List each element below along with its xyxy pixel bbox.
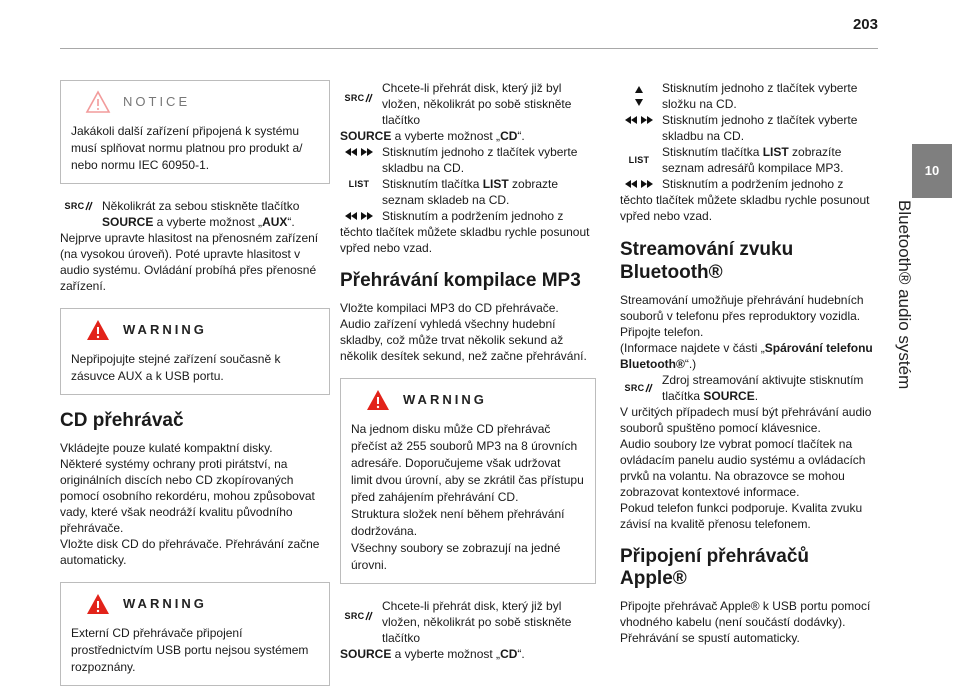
mp3-text: Vložte kompilaci MP3 do CD přehrávače. Audio zařízení vyhledá všechny hudební skladby, což může trvat několik sekund až několik desítek sekund, než začne přehrávání.: [340, 301, 587, 363]
fast-text-3: Stisknutím a podržením jednoho z těchto tlačítek můžete skladbu rychle posunout vpřed nebo vzad.: [620, 177, 870, 223]
source-icon-label: SRC: [624, 383, 645, 393]
source-icon-label: SRC: [344, 611, 365, 621]
up-down-arrows-icon: [634, 84, 644, 108]
source-icon-label: SRC: [64, 201, 85, 211]
cd-source-line1: Chcete-li přehrát disk, který již byl vložen, několikrát po sobě stiskněte tlačítko: [382, 81, 572, 127]
list-button-icon: [620, 152, 658, 168]
chapter-title: Bluetooth® audio systém: [895, 200, 914, 390]
apple-text: Připojte přehrávač Apple® k USB portu pomocí vhodného kabelu (není součástí dodávky). Přehrávání se spustí automaticky.: [620, 599, 871, 645]
cd-source-bold: SOURCE: [340, 129, 392, 143]
list-icon-label: LIST: [348, 179, 370, 189]
page-number: 203: [852, 16, 878, 33]
list-pre: Stisknutím tlačítka: [382, 177, 483, 191]
apple-heading: Připojení přehrávačů Apple®: [620, 546, 810, 589]
cd-cd-bold: CD: [500, 129, 518, 143]
list-pre-3: Stisknutím tlačítka: [662, 145, 763, 159]
track-select-row: [340, 144, 596, 176]
warning-label-3: WARNING: [403, 392, 487, 407]
cd-source-mid: a vyberte možnost „: [391, 129, 501, 143]
bt-pairing-bold: Spárování telefonu Bluetooth®: [620, 341, 873, 371]
cd-text: Vkládejte pouze kulaté kompaktní disky. Některé systémy ochrany proti pirátství, na originálních discích nebo CD zkopírovaných pomocí osobního rekordéru, mohou způsobovat vady, které však neodráží kvalitu původního přehrávače. Vložte disk CD do přehrávače. Přehrávání začne automaticky.: [60, 441, 320, 567]
warning-text-2: Externí CD přehrávače připojení prostřednictvím USB portu nejsou systémem rozpoznány.: [71, 626, 309, 674]
cd-source-2-line2: [340, 646, 596, 662]
aux-aux-bold: AUX: [262, 215, 288, 229]
aux-line2-end: “.: [287, 215, 295, 229]
warning-header-3: [351, 387, 585, 413]
list-post: zobrazte seznam skladeb na CD.: [382, 177, 559, 207]
list-bold-3: LIST: [762, 145, 789, 159]
warning-box-3: [340, 378, 596, 584]
aux-line1: Několikrát za sebou stiskněte tlačítko: [102, 199, 300, 213]
fast-forward-arrows-icon: [624, 179, 654, 189]
prev-next-arrows-icon: [344, 147, 374, 157]
cd-source-line2: [340, 128, 596, 144]
list-button-icon: [340, 176, 378, 192]
warning-triangle-icon: [361, 389, 395, 411]
warning-triangle-icon: [81, 319, 115, 341]
source-slash-icon: [644, 383, 653, 393]
source-button-icon: [340, 608, 378, 624]
bt-text-2: V určitých případech musí být přehrávání audio souborů spuštěno pomocí klávesnice. Audio soubory lze vybrat pomocí tlačítek na ovládacím panelu audio systému a ovládacích prvků na volantu. Na obrazovce se mohou zobrazovat kontextové informace. Pokud telefon funkci podporuje. Kvalita zvuku závisí na kvalitě přenosu telefonem.: [620, 405, 872, 531]
prev-next-icon: [620, 112, 658, 128]
top-rule: [60, 48, 878, 49]
aux-rest-text: Nejprve upravte hlasitost na přenosném zařízení (na vysokou úroveň). Poté upravte hlasitost v audio systému. Ovládání probíhá přes přenosné zařízení.: [60, 231, 319, 293]
cd-source-2-bold: SOURCE: [340, 647, 392, 661]
warning-box-1: [60, 308, 330, 395]
list-row: [340, 176, 596, 208]
list-text: [382, 176, 596, 208]
warning-text-1: Nepřipojujte stejné zařízení současně k zásuvce AUX a k USB portu.: [71, 352, 281, 383]
bt-intro: [620, 292, 878, 372]
aux-block: [60, 198, 330, 294]
bt-source-row: [620, 372, 878, 404]
list-row-3: [620, 144, 878, 176]
source-button-icon: [340, 90, 378, 106]
cd-source-2-end: “.: [517, 647, 525, 661]
warning-triangle-icon: [81, 593, 115, 615]
bt-heading: Streamování zvuku Bluetooth®: [620, 239, 794, 283]
source-icon-label: SRC: [344, 93, 365, 103]
column-3: [620, 80, 878, 646]
prev-next-icon: [340, 144, 378, 160]
aux-source-bold: SOURCE: [102, 215, 154, 229]
source-slash-icon: [364, 611, 373, 621]
bt-source-text: [662, 372, 878, 404]
fast-forward-icon: [340, 208, 378, 224]
warning-header-2: [71, 591, 319, 617]
warning-text-3: Na jednom disku může CD přehrávač přečíst až 255 souborů MP3 na 8 úrovních adresáře. Doporučujeme však udržovat limit dvou úrovní, aby se zkrátil čas přístupu před zahájením přehrávání CD. Struktura složek není během přehrávání dodržována. Všechny soubory se zobrazují na jedné úrovni.: [351, 422, 584, 572]
cd-source-2-line1: Chcete-li přehrát disk, který již byl vložen, několikrát po sobě stiskněte tlačítko: [382, 599, 572, 645]
warning-label-1: WARNING: [123, 322, 207, 337]
source-button-icon: [60, 198, 98, 214]
source-slash-icon: [364, 93, 373, 103]
cd-source-2-cd-bold: CD: [500, 647, 518, 661]
cd-heading: CD přehrávač: [60, 410, 184, 431]
cd-source-row: [340, 80, 596, 128]
notice-warning-icon: [81, 91, 115, 113]
cd-source-block-2: [340, 598, 596, 662]
bt-text-1: Streamování umožňuje přehrávání hudebních souborů v telefonu přes reproduktory vozidla. Připojte telefon. (Informace najdete v části „: [620, 293, 864, 355]
fast-text: Stisknutím a podržením jednoho z těchto tlačítek můžete skladbu rychle posunout vpřed nebo vzad.: [340, 209, 590, 255]
up-down-icon: [620, 80, 658, 112]
aux-line2-mid: a vyberte možnost „: [153, 215, 263, 229]
cd-source-row-2: [340, 598, 596, 646]
notice-box: [60, 80, 330, 184]
bt-source-pre: Zdroj streamování aktivujte stisknutím tlačítka: [662, 373, 864, 403]
bt-source-bold: SOURCE: [703, 389, 755, 403]
fast-forward-arrows-icon: [344, 211, 374, 221]
list-post-3: zobrazíte seznam adresářů kompilace MP3.: [662, 145, 844, 175]
mp3-heading: Přehrávání kompilace MP3: [340, 270, 581, 291]
list-text-3: [662, 144, 878, 176]
notice-label: NOTICE: [123, 94, 191, 109]
source-button-icon: [620, 380, 658, 396]
bt-source-post: .: [754, 389, 759, 403]
prev-next-arrows-icon: [624, 115, 654, 125]
warning-label-2: WARNING: [123, 596, 207, 611]
folder-select-text: Stisknutím jednoho z tlačítek vyberte složku na CD.: [662, 81, 858, 111]
list-icon-label: LIST: [628, 155, 650, 165]
mp3-controls-block: [620, 80, 878, 224]
cd-source-end: “.: [517, 129, 525, 143]
notice-header: [71, 89, 319, 115]
list-bold: LIST: [482, 177, 509, 191]
track-select-text-3: Stisknutím jednoho z tlačítek vyberte skladbu na CD.: [662, 113, 858, 143]
track-select-row-3: [620, 112, 878, 144]
chapter-number-tab: 10: [912, 144, 952, 198]
source-slash-icon: [84, 201, 93, 211]
track-select-text: Stisknutím jednoho z tlačítek vyberte skladbu na CD.: [382, 145, 578, 175]
warning-box-2: [60, 582, 330, 686]
warning-header-1: [71, 317, 319, 343]
aux-row: [60, 198, 330, 230]
cd-source-2-mid: a vyberte možnost „: [391, 647, 501, 661]
fast-forward-icon: [620, 176, 658, 192]
bt-text-end: “.): [684, 357, 697, 371]
cd-source-block: [340, 80, 596, 256]
column-2: [340, 80, 596, 676]
aux-instruction: [102, 198, 330, 230]
folder-select-row: [620, 80, 878, 112]
notice-text: Jakákoli další zařízení připojená k systému musí splňovat normu platnou pro produkt a/ nebo normu IEC 60950-1.: [71, 124, 303, 172]
chapter-title-tab: [890, 200, 920, 580]
column-1: [60, 80, 330, 700]
